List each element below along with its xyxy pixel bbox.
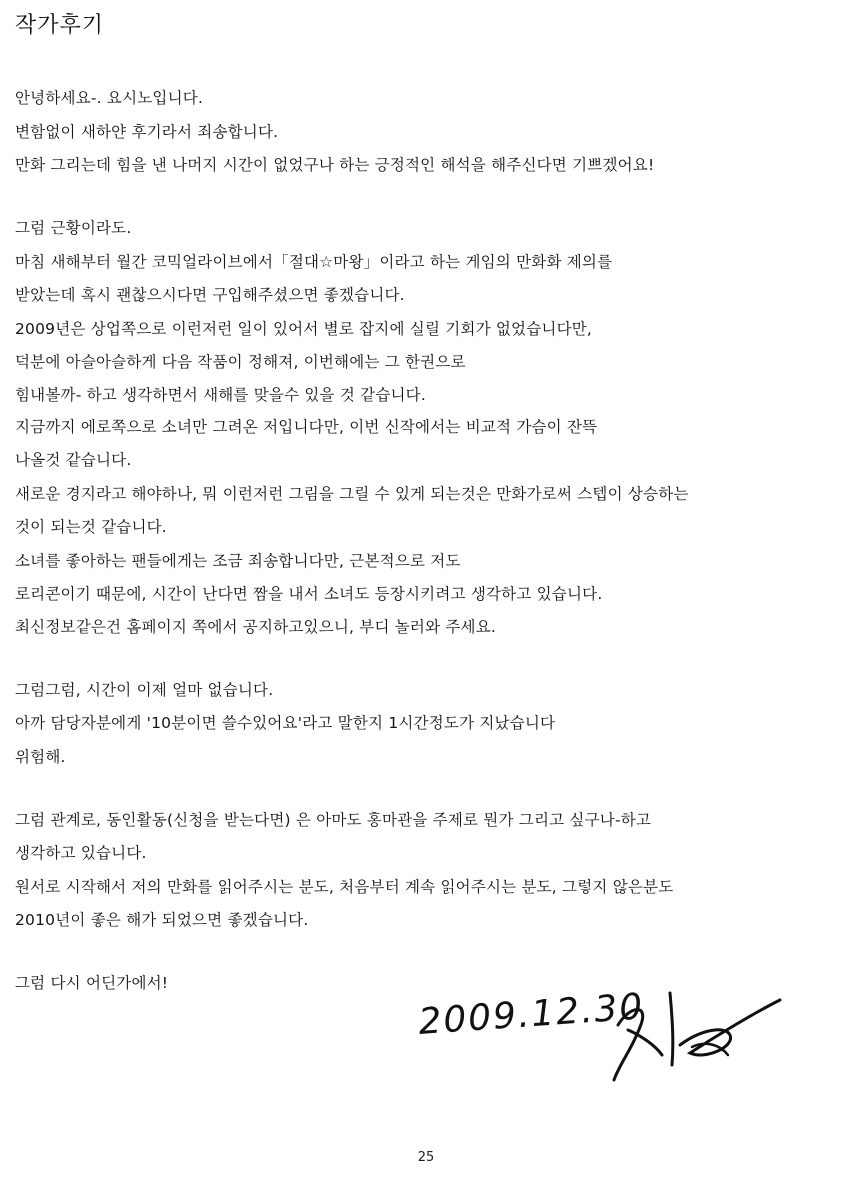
page-number: 25: [417, 1150, 435, 1165]
text-line: 그럼 다시 어딘가에서!: [15, 974, 169, 992]
text-line: 새로운 경지라고 해야하나, 뭐 이런저런 그림을 그릴 수 있게 되는것은 만화가로써 스텝이 상승하는: [15, 485, 689, 503]
text-line: 원서로 시작해서 저의 만화를 읽어주시는 분도, 처음부터 계속 읽어주시는 분도, 그렇지 않은분도: [15, 878, 674, 896]
text-line: 나올것 같습니다.: [15, 451, 132, 469]
text-line: 그럼 관계로, 동인활동(신청을 받는다면) 은 아마도 홍마관을 주제로 뭔가 그리고 싶구나-하고: [15, 811, 652, 829]
text-line: 로리콘이기 때문에, 시간이 난다면 짬을 내서 소녀도 등장시키려고 생각하고 있습니다.: [15, 585, 603, 603]
text-line: 힘내볼까- 하고 생각하면서 새해를 맞을수 있을 것 같습니다.: [15, 386, 426, 404]
text-line: 받았는데 혹시 괜찮으시다면 구입해주셨으면 좋겠습니다.: [15, 286, 405, 304]
text-line: 덕분에 아슬아슬하게 다음 작품이 정해져, 이번해에는 그 한권으로: [15, 353, 466, 371]
handwritten-signature-icon: [610, 985, 790, 1085]
text-line: 생각하고 있습니다.: [15, 844, 147, 862]
text-line: 2010년이 좋은 해가 되었으면 좋겠습니다.: [15, 911, 309, 929]
text-line: 만화 그리는데 힘을 낸 나머지 시간이 없었구나 하는 긍정적인 해석을 해주신다면 기쁘겠어요!: [15, 156, 655, 174]
signature-date: 2009.12.30: [417, 986, 646, 1043]
page-title: 작가후기: [15, 13, 105, 38]
text-line: 아까 담당자분에게 '10분이면 쓸수있어요'라고 말한지 1시간정도가 지났습니다: [15, 714, 556, 732]
text-line: 최신정보같은건 홈페이지 쪽에서 공지하고있으니, 부디 놀러와 주세요.: [15, 618, 497, 636]
text-line: 소녀를 좋아하는 팬들에게는 조금 죄송합니다만, 근본적으로 저도: [15, 552, 461, 570]
text-line: 것이 되는것 같습니다.: [15, 518, 167, 536]
text-line: 마침 새해부터 월간 코믹얼라이브에서「절대☆마왕」이라고 하는 게임의 만화화 제의를: [15, 253, 613, 271]
text-line: 그럼그럼, 시간이 이제 얼마 없습니다.: [15, 681, 274, 699]
text-line: 변함없이 새하얀 후기라서 죄송합니다.: [15, 123, 279, 141]
text-line: 그럼 근황이라도.: [15, 219, 132, 237]
text-line: 2009년은 상업쪽으로 이런저런 일이 있어서 별로 잡지에 실릴 기회가 없었습니다만,: [15, 320, 593, 338]
text-line: 위험해.: [15, 748, 66, 766]
text-line: 지금까지 에로쪽으로 소녀만 그려온 저입니다만, 이번 신작에서는 비교적 가슴이 잔뜩: [15, 418, 598, 436]
text-line: 안녕하세요-. 요시노입니다.: [15, 89, 204, 107]
